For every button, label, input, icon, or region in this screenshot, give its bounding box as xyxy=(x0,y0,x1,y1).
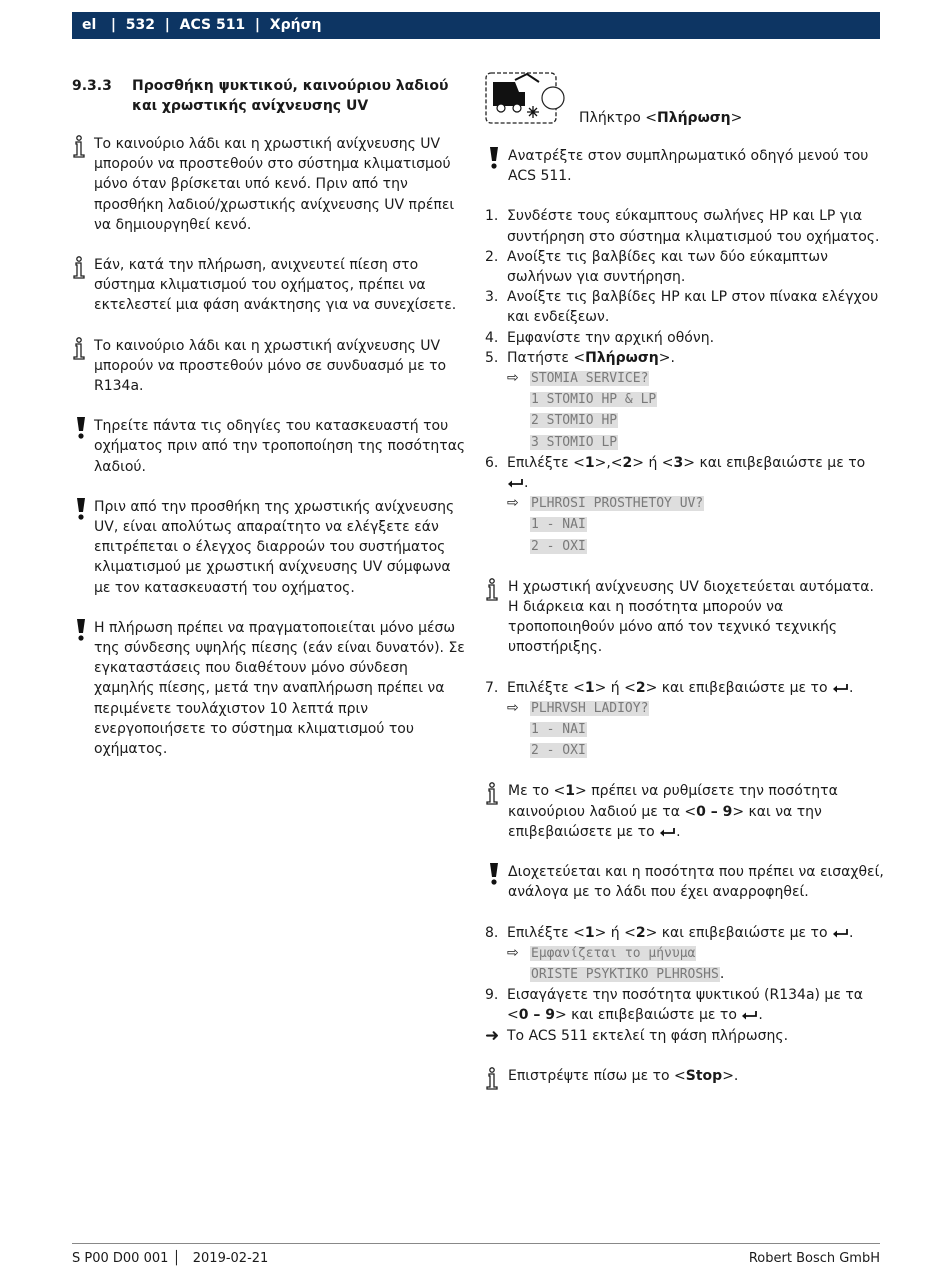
info-note xyxy=(485,781,885,842)
info-note-text: Το καινούριο λάδι και η χρωστική ανίχνευσης UV μπορούν να προστεθούν στο σύστημα κλιματισμού μόνο όταν βρίσκεται υπό κενό. Πριν από την προσθήκη λαδιού/χρωστικής ανίχνευσης UV πρέπει να δημιουργηθεί κενό. xyxy=(94,136,455,233)
step-3: 3. Ανοίξτε τις βαλβίδες HP και LP στον πίνακα ελέγχου και ενδείξεων. xyxy=(485,289,879,326)
page-header: el | 532 | ACS 511 | Χρήση xyxy=(72,12,880,39)
info-note-text: Με το <1> πρέπει να ρυθμίσετε την ποσότητα καινούριου λαδιού με τα <0 – 9> και να την επιβεβαιώσετε με το . xyxy=(508,783,838,840)
result-arrow-icon: ⇨ xyxy=(507,699,519,716)
enter-key-icon xyxy=(507,478,524,488)
step-7: 7. Επιλέξτε <1> ή <2> και επιβεβαιώστε με το . xyxy=(485,679,854,696)
display-line: 2 - OXI xyxy=(531,538,586,554)
display-line: 1 - NAI xyxy=(531,722,586,738)
exclamation-icon xyxy=(73,497,89,521)
exclamation-icon xyxy=(486,862,502,886)
result-arrow-icon: ⇨ xyxy=(507,944,519,961)
header-page-number: 532 xyxy=(125,17,156,33)
enter-key-icon xyxy=(832,928,849,938)
info-note-text: Η χρωστική ανίχνευσης UV διοχετεύεται αυτόματα. Η διάρκεια και η ποσότητα μπορούν να τροποποιηθούν μόνο από τον τεχνικό τεχνικής υποστήριξης. xyxy=(508,578,874,656)
result-bold-arrow-icon: ➜ xyxy=(485,1025,500,1046)
step-6: 6. Επιλέξτε <1>,<2> ή <3> και επιβεβαιώστε με το . xyxy=(485,454,866,492)
info-note xyxy=(72,134,467,235)
display-line: PLHROSI PROSTHETOY UV? xyxy=(531,496,704,512)
info-note xyxy=(72,336,467,397)
footer-company: Robert Bosch GmbH xyxy=(748,1251,880,1266)
left-column xyxy=(72,76,467,779)
warning-note-text: Πριν από την προσθήκη της χρωστικής ανίχνευσης UV, είναι απολύτως απαραίτητο να ελέγξετε εάν επιτρέπεται ο έλεγχος διαρροών του συστήματος κλιματισμού με χρωστική ανίχνευσης UV σύμφωνα με τον κατασκευαστή του οχήματος. xyxy=(94,498,455,596)
info-note-text: Επιστρέψτε πίσω με το <Stop>. xyxy=(508,1067,739,1084)
exclamation-icon xyxy=(486,146,502,170)
info-icon xyxy=(485,782,501,806)
section-title: Προσθήκη ψυκτικού, καινούριου λαδιού και χρωστικής ανίχνευσης UV xyxy=(132,78,449,114)
exclamation-icon xyxy=(73,618,89,642)
display-result xyxy=(485,368,885,453)
info-icon xyxy=(72,256,88,280)
info-icon xyxy=(485,578,501,602)
right-column xyxy=(485,72,885,1106)
display-line: 2 - OXI xyxy=(531,743,586,759)
enter-key-icon xyxy=(741,1010,758,1020)
result-arrow-icon: ⇨ xyxy=(507,495,519,512)
info-note-text: Το καινούριο λάδι και η χρωστική ανίχνευσης UV μπορούν να προστεθούν μόνο σε συνδυασμό με το R134a. xyxy=(94,337,447,395)
display-line: ORISTE PSYKTIKO PLHROSHS xyxy=(531,966,719,982)
fill-key-row xyxy=(485,72,885,124)
step-9: 9. Εισαγάγετε την ποσότητα ψυκτικού (R134a) με τα <0 – 9> και επιβεβαιώστε με το . xyxy=(485,987,864,1024)
info-note xyxy=(485,1066,885,1086)
info-note-text: Εάν, κατά την πλήρωση, ανιχνευτεί πίεση στο σύστημα κλιματισμού του οχήματος, πρέπει να εκτελεστεί μια φάση ανάκτησης για να συνεχίσετε. xyxy=(94,257,457,314)
display-line: 1 - NAI xyxy=(531,517,586,533)
exclamation-icon xyxy=(73,416,89,440)
step-2: 2. Ανοίξτε τις βαλβίδες και των δύο εύκαμπτων σωλήνων για συντήρηση. xyxy=(485,248,828,286)
info-icon xyxy=(72,337,88,361)
warning-note-text: Διοχετεύεται και η ποσότητα που πρέπει να εισαχθεί, ανάλογα με το λάδι που έχει αναρροφηθεί. xyxy=(508,864,884,901)
section-number: 9.3.3 xyxy=(72,78,112,94)
display-result xyxy=(485,493,885,557)
warning-note xyxy=(72,416,467,477)
display-result xyxy=(485,698,885,762)
section-heading xyxy=(72,76,467,116)
warning-note-text: Τηρείτε πάντα τις οδηγίες του κατασκευαστή του οχήματος πριν από την τροποποίηση της ποσότητας λαδιού. xyxy=(94,418,466,475)
final-result: ➜ Το ACS 511 εκτελεί τη φάση πλήρωσης. xyxy=(485,1025,789,1046)
display-result: ⇨ Εμφανίζεται το μήνυμα ORISTE PSYKTIKO PLHROSHS. xyxy=(507,944,725,982)
step-1: 1. Συνδέστε τους εύκαμπτους σωλήνες HP και LP για συντήρηση στο σύστημα κλιματισμού του οχήματος. xyxy=(485,208,880,245)
enter-key-icon xyxy=(659,827,676,837)
warning-note xyxy=(485,862,885,902)
info-icon xyxy=(485,1067,501,1091)
display-line: STOMIA SERVICE? xyxy=(531,371,649,387)
step-5: 5. Πατήστε <Πλήρωση>. xyxy=(485,349,675,366)
header-product: ACS 511 xyxy=(179,17,246,33)
fill-key-label: Πλήκτρο <Πλήρωση> xyxy=(579,109,743,126)
fill-key-name: Πλήρωση xyxy=(657,109,731,126)
display-line: 3 STOMIO LP xyxy=(531,434,618,450)
info-icon xyxy=(72,135,88,159)
step-4: 4. Εμφανίστε την αρχική οθόνη. xyxy=(485,329,715,346)
display-line: 1 STOMIO HP & LP xyxy=(531,392,657,408)
display-line: PLHRVSH LADIOY? xyxy=(531,700,649,716)
footer-left: S P00 D00 001 │ 2019-02-21 xyxy=(72,1251,269,1266)
warning-note-text: Ανατρέξτε στον συμπληρωματικό οδηγό μενού του ACS 511. xyxy=(508,148,869,185)
procedure-steps xyxy=(485,206,885,368)
header-language: el xyxy=(82,17,97,33)
header-section: Χρήση xyxy=(269,17,322,33)
footer-doc-number: S P00 D00 001 xyxy=(72,1251,169,1266)
warning-note-text: Η πλήρωση πρέπει να πραγματοποιείται μόνο μέσω της σύνδεσης υψηλής πίεσης (εάν είναι δυνατόν). Σε εγκαταστάσεις που διαθέτουν μόνο σύνδεση χαμηλής πίεσης, μετά την αναπλήρωση πρέπει να περιμένετε τουλάχιστον 10 λεπτά πριν ενεργοποιήσετε το σύστημα κλιματισμού του οχήματος. xyxy=(94,619,465,758)
display-line: Εμφανίζεται το μήνυμα xyxy=(531,945,696,961)
footer-date: 2019-02-21 xyxy=(192,1251,269,1266)
info-note xyxy=(72,255,467,316)
result-arrow-icon: ⇨ xyxy=(507,370,519,387)
fill-key-icon xyxy=(485,72,565,124)
footer-divider xyxy=(72,1243,880,1244)
enter-key-icon xyxy=(832,683,849,693)
info-note xyxy=(485,577,885,658)
warning-note xyxy=(72,618,467,759)
warning-note xyxy=(485,146,885,186)
step-8: 8. Επιλέξτε <1> ή <2> και επιβεβαιώστε με το . xyxy=(485,924,854,941)
warning-note xyxy=(72,497,467,598)
display-line: 2 STOMIO HP xyxy=(531,413,618,429)
